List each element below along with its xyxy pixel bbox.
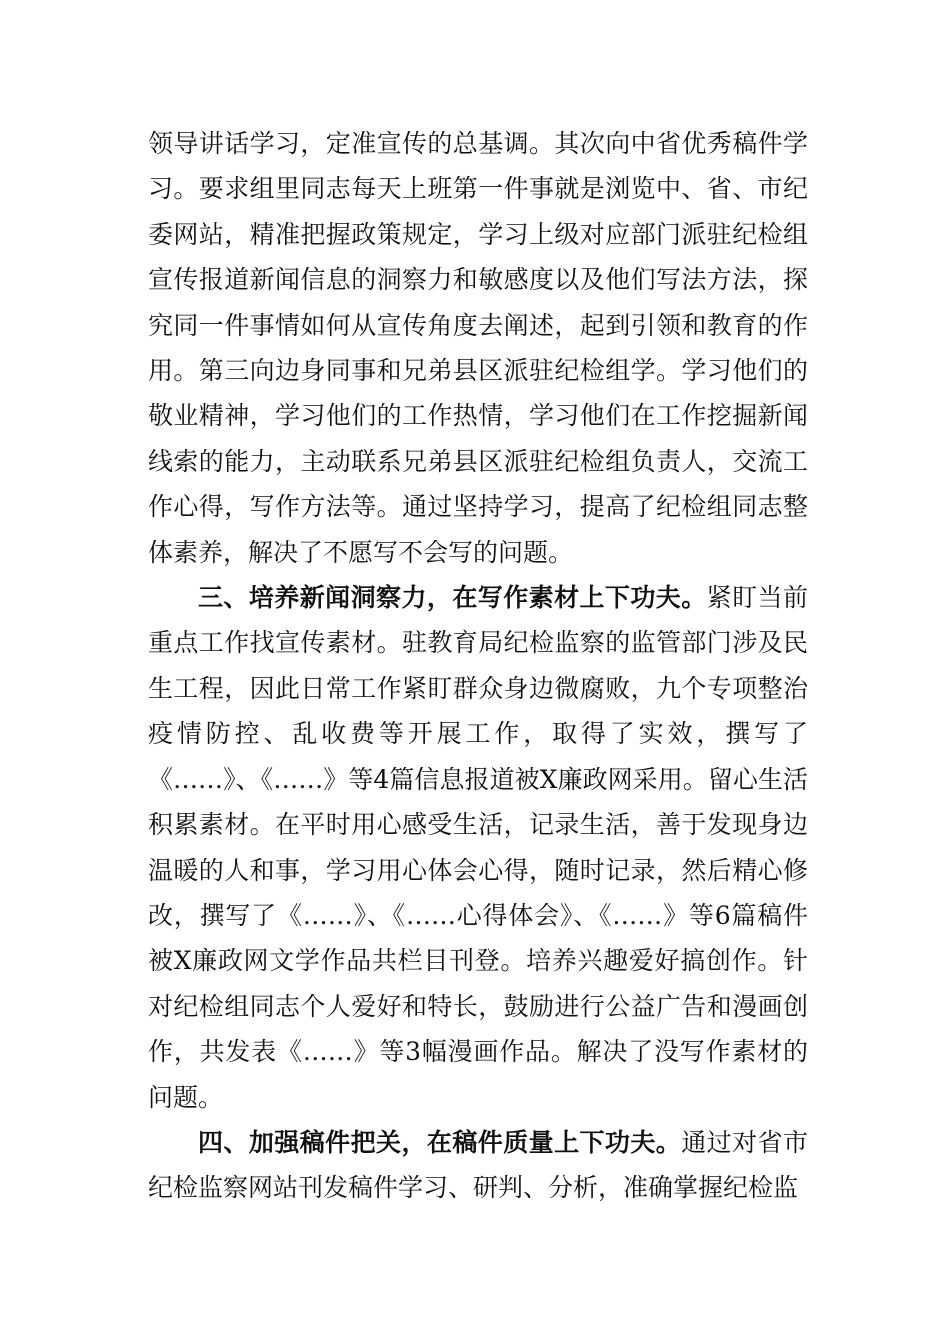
paragraph-body: 紧盯当前重点工作找宣传素材。驻教育局纪检监察的监管部门涉及民生工程，因此日常工作紧盯群众身边微腐败，九个专项整治疫情防控、乱收费等开展工作，取得了实效，撰写了《……》、《……》等4篇信息报道被X廉政网采用。留心生活积累素材。在平时用心感受生活，记录生活，善于发现身边温暖的人和事，学习用心体会心得，随时记录，然后精心修改，撰写了《……》、《……心得体会》、《……》等6篇稿件被X廉政网文学作品共栏目刊登。培养兴趣爱好搞创作。针对纪检组同志个人爱好和特长，鼓励进行公益广告和漫画创作，共发表《……》等3幅漫画作品。解决了没写作素材的问题。 <box>148 583 808 1112</box>
paragraph-body: 领导讲话学习，定准宣传的总基调。其次向中省优秀稿件学习。要求组里同志每天上班第一件事就是浏览中、省、市纪委网站，精准把握政策规定，学习上级对应部门派驻纪检组宣传报道新闻信息的洞察力和敏感度以及他们写法方法，探究同一件事情如何从宣传角度去阐述，起到引领和教育的作用。第三向边身同事和兄弟县区派驻纪检组学。学习他们的敬业精神，学习他们的工作热情，学习他们在工作挖掘新闻线索的能力，主动联系兄弟县区派驻纪检组负责人，交流工作心得，写作方法等。通过坚持学习，提高了纪检组同志整体素养，解决了不愿写不会写的问题。 <box>148 129 808 567</box>
paragraph-body: 通过对省市纪检监察网站刊发稿件学习、研判、分析，准确掌握纪检监 <box>148 1127 808 1203</box>
paragraph-section-four <box>148 1120 808 1211</box>
section-heading: 三、培养新闻洞察力，在写作素材上下功夫。 <box>198 583 707 613</box>
section-heading: 四、加强稿件把关，在稿件质量上下功夫。 <box>198 1127 682 1157</box>
document-body <box>148 121 808 1211</box>
paragraph-continuation <box>148 121 808 575</box>
paragraph-section-three <box>148 575 808 1120</box>
